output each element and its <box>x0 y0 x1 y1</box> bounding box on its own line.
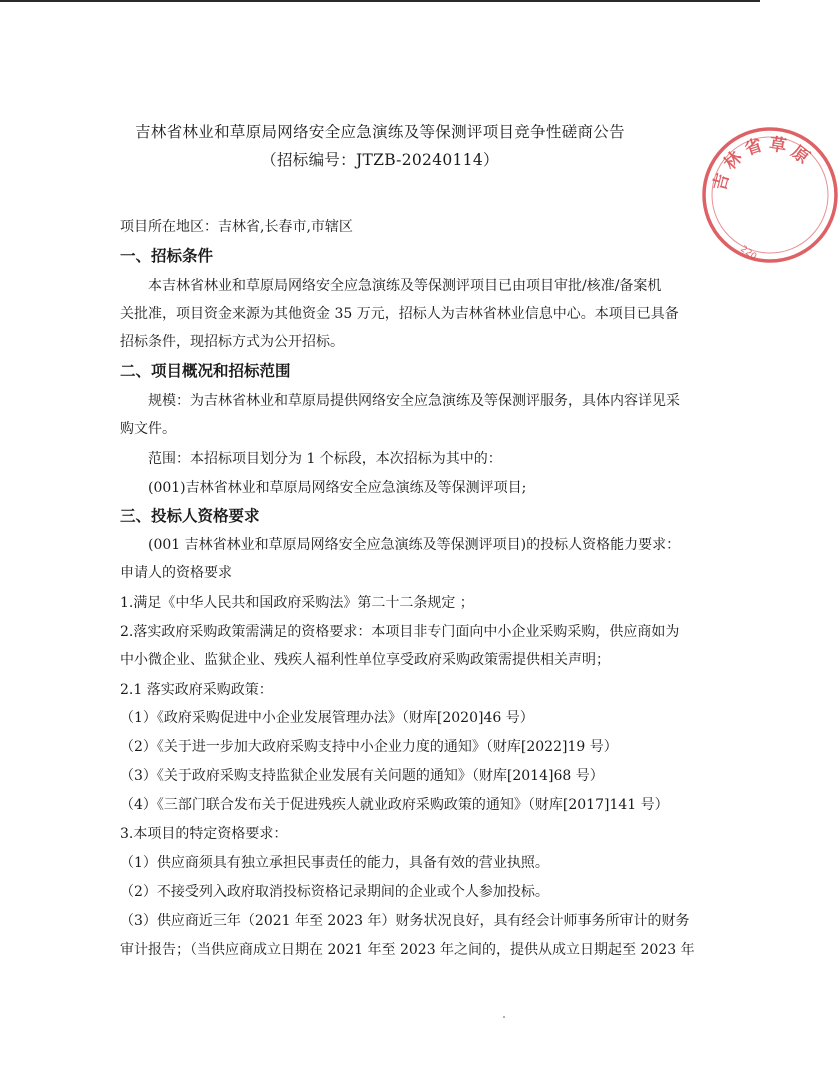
paragraph-line: （3）《关于政府采购支持监狱企业发展有关问题的通知》（财库[2014]68 号） <box>120 768 604 784</box>
seal-character: 吉 <box>709 171 734 193</box>
project-location: 项目所在地区：吉林省,长春市,市辖区 <box>120 219 353 235</box>
paragraph-line: 审计报告；（当供应商成立日期在 2021 年至 2023 年之间的，提供从成立日期起至 2023 年 <box>120 942 695 958</box>
paragraph-line: (001 吉林省林业和草原局网络安全应急演练及等保测评项目)的投标人资格能力要求： <box>148 537 681 553</box>
paragraph-line: 3.本项目的特定资格要求： <box>120 826 288 842</box>
paragraph-line: （2）《关于进一步加大政府采购支持中小企业力度的通知》（财库[2022]19 号） <box>120 739 618 755</box>
paragraph-line: (001)吉林省林业和草原局网络安全应急演练及等保测评项目; <box>148 480 527 496</box>
paragraph-line: 招标条件，现招标方式为公开招标。 <box>120 334 344 350</box>
paragraph-line: 本吉林省林业和草原局网络安全应急演练及等保测评项目已由项目审批/核准/备案机 <box>148 278 662 294</box>
paragraph-line: 2.落实政府采购政策需满足的资格要求：本项目非专门面向中小企业采购采购，供应商如为 <box>120 624 680 640</box>
paragraph-line: （1）《政府采购促进中小企业发展管理办法》（财库[2020]46 号） <box>120 710 534 726</box>
paragraph-line: （3）供应商近三年（2021 年至 2023 年）财务状况良好，具有经会计师事务所审计的财务 <box>120 913 690 929</box>
seal-character: 省 <box>742 135 765 160</box>
section-1-heading: 一、招标条件 <box>120 247 214 265</box>
paragraph-line: 关批准，项目资金来源为其他资金 35 万元，招标人为吉林省林业信息中心。本项目已具备 <box>120 306 679 322</box>
seal-character: 原 <box>787 141 813 169</box>
paragraph-line: 1.满足《中华人民共和国政府采购法》第二十二条规定 ； <box>120 595 474 611</box>
paragraph-line: （1）供应商须具有独立承担民事责任的能力，具备有效的营业执照。 <box>120 855 549 871</box>
seal-character: 林 <box>720 147 747 174</box>
seal-character: 草 <box>767 134 788 157</box>
paragraph-line: 申请人的资格要求 <box>120 565 232 581</box>
paragraph-line: 购文件。 <box>120 421 176 437</box>
paragraph-line: （2）不接受列入政府取消投标资格记录期间的企业或个人参加投标。 <box>120 884 549 900</box>
official-seal-stamp <box>700 125 840 265</box>
top-border <box>0 0 760 2</box>
paragraph-line: 规模：为吉林省林业和草原局提供网络安全应急演练及等保测评服务，具体内容详见采 <box>148 393 680 409</box>
paragraph-line: 中小微企业、监狱企业、残疾人福利性单位享受政府采购政策需提供相关声明； <box>120 652 610 668</box>
section-2-heading: 二、项目概况和招标范围 <box>120 362 291 380</box>
scan-speck <box>503 1016 505 1018</box>
paragraph-line: 范围：本招标项目划分为 1 个标段，本次招标为其中的： <box>148 451 502 467</box>
paragraph-line: （4）《三部门联合发布关于促进残疾人就业政府采购政策的通知》（财库[2017]141 号） <box>120 797 669 813</box>
seal-lettering <box>709 134 814 193</box>
document-code: （招标编号：JTZB-20240114） <box>261 151 499 169</box>
section-3-heading: 三、投标人资格要求 <box>120 507 260 525</box>
seal-number: 220 <box>738 244 759 263</box>
document-title: 吉林省林业和草原局网络安全应急演练及等保测评项目竞争性磋商公告 <box>135 123 625 141</box>
paragraph-line: 2.1 落实政府采购政策： <box>120 682 273 698</box>
